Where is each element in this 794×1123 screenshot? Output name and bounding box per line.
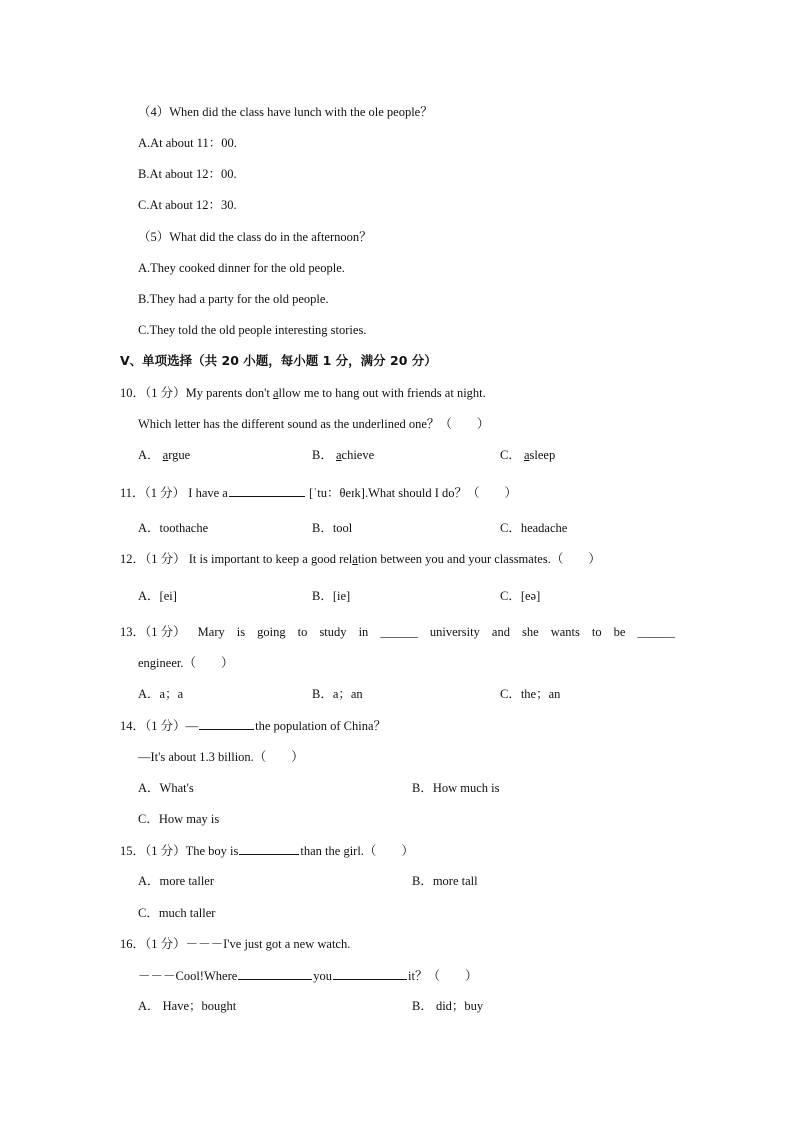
- option-label: C．: [500, 448, 521, 462]
- question-13-option-a: A．a；a: [138, 687, 184, 701]
- word: going: [257, 625, 286, 639]
- question-14-reply: —It's about 1.3 billion.（ ）: [138, 750, 304, 764]
- answer-blank: [333, 967, 407, 980]
- question-13-option-b: B．a；an: [312, 687, 363, 701]
- answer-blank: [238, 967, 312, 980]
- answer-blank: ______: [637, 625, 675, 639]
- question-12-prefix: 12．（1 分） It is important to keep a good rel: [120, 552, 353, 566]
- question-10-option-c: [500, 447, 555, 463]
- question-10-option-a: [138, 447, 190, 463]
- question-15-suffix: than the girl.（ ）: [300, 844, 414, 858]
- question-16-reply-mid: you: [313, 969, 333, 983]
- question-11-suffix: [ˈtu：θeɪk].What should I do？（ ）: [305, 486, 518, 500]
- option-label: A．: [138, 448, 160, 462]
- question-12-stem: [120, 551, 601, 567]
- question-5-stem: （5）What did the class do in the afternoon？: [138, 230, 372, 244]
- question-15-option-c: C．much taller: [138, 906, 216, 920]
- question-10-prefix: 10．（1 分）My parents don't: [120, 386, 273, 400]
- question-4-stem: （4）When did the class have lunch with the ole people？: [138, 105, 433, 119]
- option-rest: rgue: [168, 448, 191, 462]
- question-11-option-b: B．tool: [312, 521, 353, 535]
- question-16-reply-suffix: it？（ ）: [408, 969, 478, 983]
- question-11-option-a: A．toothache: [138, 521, 209, 535]
- question-14-option-a: A．What's: [138, 781, 194, 795]
- question-15-stem: [120, 842, 414, 859]
- word: university: [429, 625, 480, 639]
- question-16-option-b: B． did；buy: [412, 999, 484, 1013]
- option-underlined: a: [523, 448, 530, 462]
- question-4-option-a: A.At about 11：00.: [138, 136, 237, 150]
- section-v-heading: V、单项选择（共 20 小题，每小题 1 分，满分 20 分）: [120, 353, 437, 368]
- word: to: [297, 625, 308, 639]
- answer-blank: [229, 484, 305, 497]
- question-10-option-b: [312, 447, 374, 463]
- word: 13．（1 分）: [120, 625, 186, 639]
- question-14-stem: [120, 717, 386, 734]
- question-13-continuation: engineer.（ ）: [138, 656, 234, 670]
- question-16-reply: [138, 967, 477, 984]
- question-15-option-a: A．more taller: [138, 874, 215, 888]
- question-13-option-c: C．the；an: [500, 687, 561, 701]
- question-11-stem: [120, 484, 517, 501]
- question-5-option-a: A.They cooked dinner for the old people.: [138, 261, 345, 275]
- question-12-option-a: A．[ei]: [138, 589, 177, 603]
- question-13-stem: [120, 624, 675, 640]
- question-4-option-c: C.At about 12：30.: [138, 198, 237, 212]
- question-10-stem: [120, 385, 486, 401]
- word: is: [236, 625, 246, 639]
- question-10-underlined: a: [272, 386, 279, 400]
- question-15-prefix: 15．（1 分）The boy is: [120, 844, 239, 858]
- question-14-suffix: the population of China？: [255, 719, 387, 733]
- option-rest: sleep: [529, 448, 556, 462]
- answer-blank: [199, 717, 254, 730]
- question-10-suffix: llow me to hang out with friends at night.: [278, 386, 486, 400]
- answer-blank: ______: [380, 625, 418, 639]
- answer-blank: [239, 842, 299, 855]
- word: be: [613, 625, 626, 639]
- question-11-prefix: 11．（1 分） I have a: [120, 486, 228, 500]
- word: Mary: [197, 625, 225, 639]
- question-12-option-b: B．[ie]: [312, 589, 351, 603]
- word: study: [319, 625, 347, 639]
- option-label: B．: [312, 448, 333, 462]
- question-4-option-b: B.At about 12：00.: [138, 167, 237, 181]
- question-5-option-c: C.They told the old people interesting stories.: [138, 323, 367, 337]
- question-12-suffix: tion between you and your classmates.（ ）: [357, 552, 601, 566]
- word: wants: [550, 625, 580, 639]
- question-16-option-a: A． Have；bought: [138, 999, 237, 1013]
- question-16-reply-prefix: －－－Cool!Where: [138, 969, 238, 983]
- word: in: [358, 625, 369, 639]
- question-16-stem: 16．（1 分）－－－I've just got a new watch.: [120, 937, 351, 951]
- question-14-option-c: C．How may is: [138, 812, 220, 826]
- word: and: [491, 625, 510, 639]
- question-12-underlined: a: [352, 552, 358, 566]
- question-10-instruction: Which letter has the different sound as the underlined one？（ ）: [138, 417, 490, 431]
- option-underlined: a: [335, 448, 342, 462]
- question-15-option-b: B．more tall: [412, 874, 478, 888]
- word: to: [591, 625, 602, 639]
- question-11-option-c: C．headache: [500, 521, 568, 535]
- question-12-option-c: C．[eə]: [500, 589, 541, 603]
- option-rest: chieve: [341, 448, 375, 462]
- option-underlined: a: [162, 448, 169, 462]
- question-14-prefix: 14．（1 分）—: [120, 719, 199, 733]
- word: she: [521, 625, 539, 639]
- question-14-option-b: B．How much is: [412, 781, 500, 795]
- question-5-option-b: B.They had a party for the old people.: [138, 292, 329, 306]
